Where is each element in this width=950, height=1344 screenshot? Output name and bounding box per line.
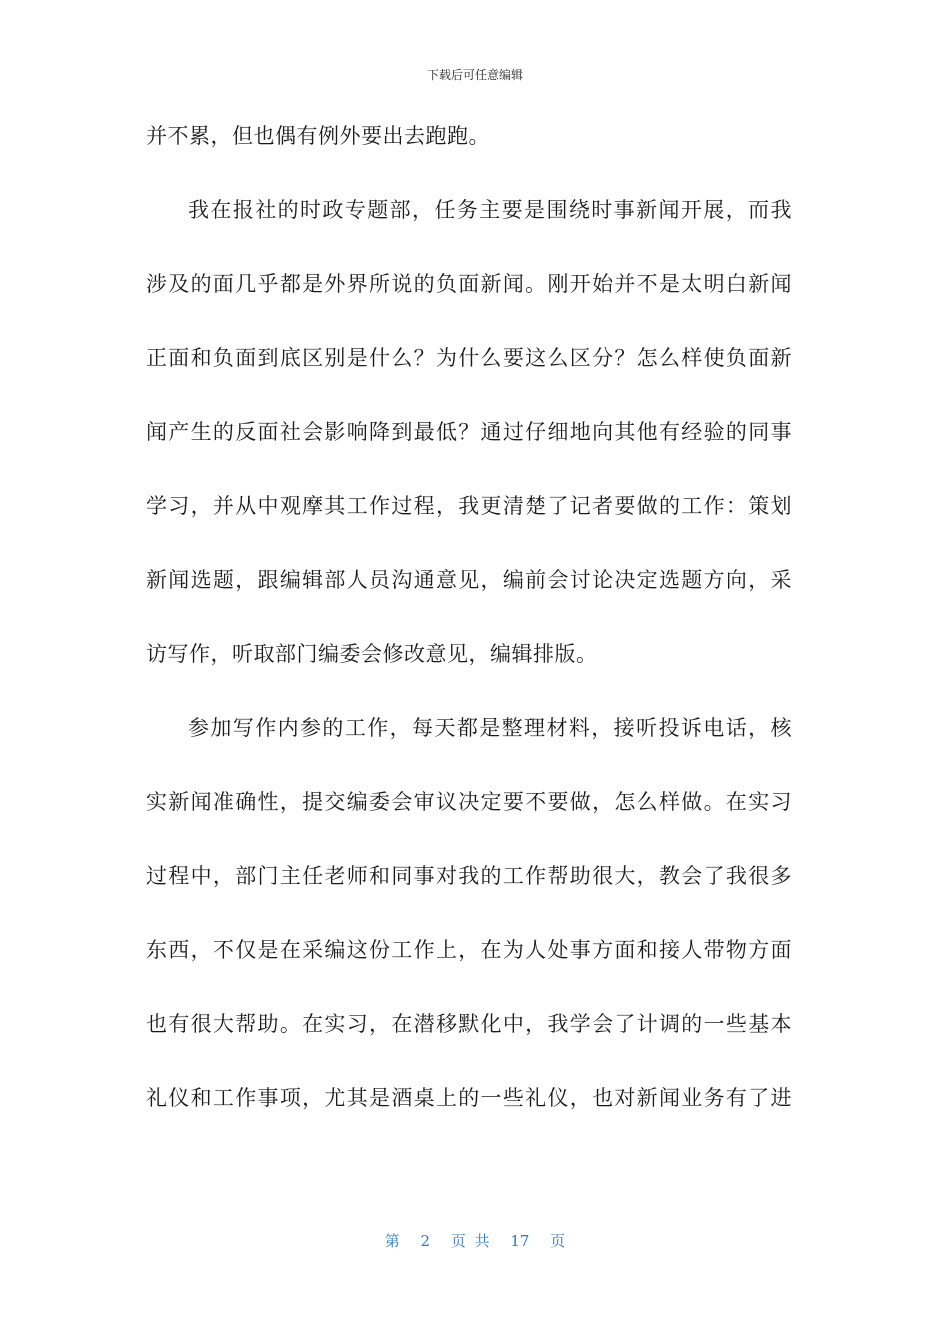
text-line: 我在报社的时政专题部，任务主要是围绕时事新闻开展，而我 (188, 198, 792, 222)
footer-middle: 页 共 (450, 1232, 490, 1250)
text-line: 礼仪和工作事项，尤其是酒桌上的一些礼仪，也对新闻业务有了进 (146, 1086, 792, 1110)
current-page-number: 2 (420, 1232, 431, 1250)
text-line: 学习，并从中观摩其工作过程，我更清楚了记者要做的工作：策划 (146, 494, 792, 518)
text-line: 正面和负面到底区别是什么？为什么要这么区分？怎么样使负面新 (146, 346, 792, 370)
text-line: 新闻选题，跟编辑部人员沟通意见，编前会讨论决定选题方向，采 (146, 568, 792, 592)
text-line: 涉及的面几乎都是外界所说的负面新闻。刚开始并不是太明白新闻 (146, 272, 792, 296)
page-footer (0, 1230, 950, 1251)
text-line: 东西，不仅是在采编这份工作上，在为人处事方面和接人带物方面 (146, 938, 792, 962)
total-page-count: 17 (510, 1232, 530, 1250)
text-line: 闻产生的反面社会影响降到最低？通过仔细地向其他有经验的同事 (146, 420, 792, 444)
text-line: 实新闻准确性，提交编委会审议决定要不要做，怎么样做。在实习 (146, 790, 792, 814)
footer-prefix: 第 (384, 1232, 400, 1250)
text-line: 过程中，部门主任老师和同事对我的工作帮助很大，教会了我很多 (146, 864, 792, 888)
document-body (146, 124, 792, 1160)
text-line: 访写作，听取部门编委会修改意见，编辑排版。 (146, 642, 598, 666)
text-line: 并不累，但也偶有例外要出去跑跑。 (146, 124, 490, 148)
text-line: 也有很大帮助。在实习，在潜移默化中，我学会了计调的一些基本 (146, 1012, 792, 1036)
page-header: 下载后可任意编辑 (426, 68, 523, 82)
footer-suffix: 页 (550, 1232, 566, 1250)
text-line: 参加写作内参的工作，每天都是整理材料，接听投诉电话，核 (188, 716, 792, 740)
